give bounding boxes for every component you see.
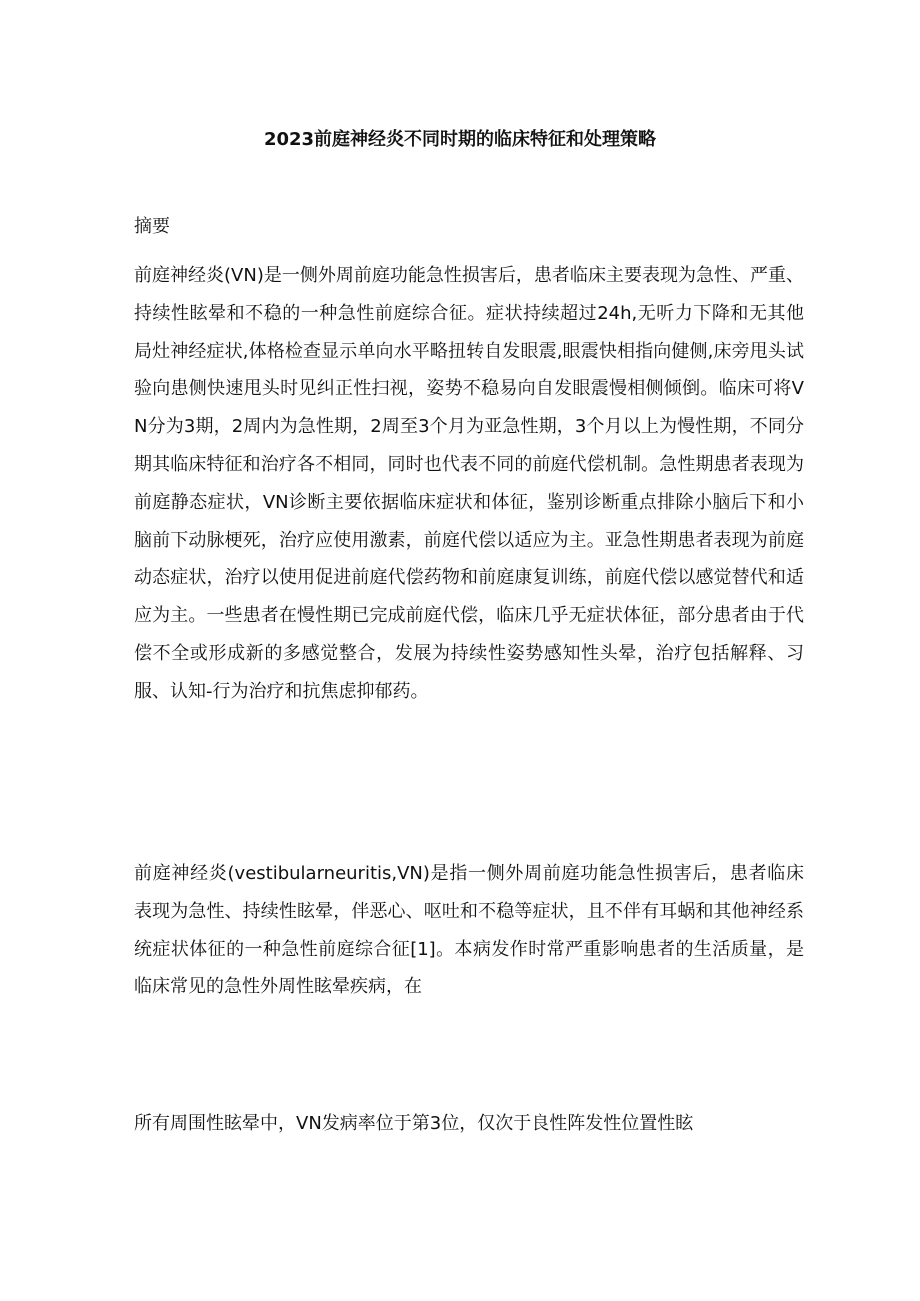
document-title: 2023前庭神经炎不同时期的临床特征和处理策略 (263, 129, 657, 150)
body-paragraph: 前庭神经炎(vestibularneuritis,VN)是指一侧外周前庭功能急性损害后，患者临床表现为急性、持续性眩晕，伴恶心、呕吐和不稳等症状，且不伴有耳蜗和其他神经系统症状体征的一种急性前庭综合征[1]。本病发作时常严重影响患者的生活质量，是临床常见的急性外周性眩晕疾病，在 (134, 863, 804, 998)
body-paragraph: 所有周围性眩晕中，VN发病率位于第3位，仅次于良性阵发性位置性眩 (134, 1113, 694, 1134)
abstract-heading: 摘要 (134, 216, 170, 237)
abstract-paragraph: 前庭神经炎(VN)是一侧外周前庭功能急性损害后，患者临床主要表现为急性、严重、持续性眩晕和不稳的一种急性前庭综合征。症状持续超过24h,无听力下降和无其他局灶神经症状,体格检查显示单向水平略扭转自发眼震,眼震快相指向健侧,床旁甩头试验向患侧快速甩头时见纠正性扫视，姿势不稳易向自发眼震慢相侧倾倒。临床可将VN分为3期，2周内为急性期，2周至3个月为亚急性期，3个月以上为慢性期，不同分期其临床特征和治疗各不相同，同时也代表不同的前庭代偿机制。急性期患者表现为前庭静态症状，VN诊断主要依据临床症状和体征，鉴别诊断重点排除小脑后下和小脑前下动脉梗死，治疗应使用激素，前庭代偿以适应为主。亚急性期患者表现为前庭动态症状，治疗以使用促进前庭代偿药物和前庭康复训练，前庭代偿以感觉替代和适应为主。一些患者在慢性期已完成前庭代偿，临床几乎无症状体征，部分患者由于代偿不全或形成新的多感觉整合，发展为持续性姿势感知性头晕，治疗包括解释、习服、认知-行为治疗和抗焦虑抑郁药。 (134, 265, 804, 702)
